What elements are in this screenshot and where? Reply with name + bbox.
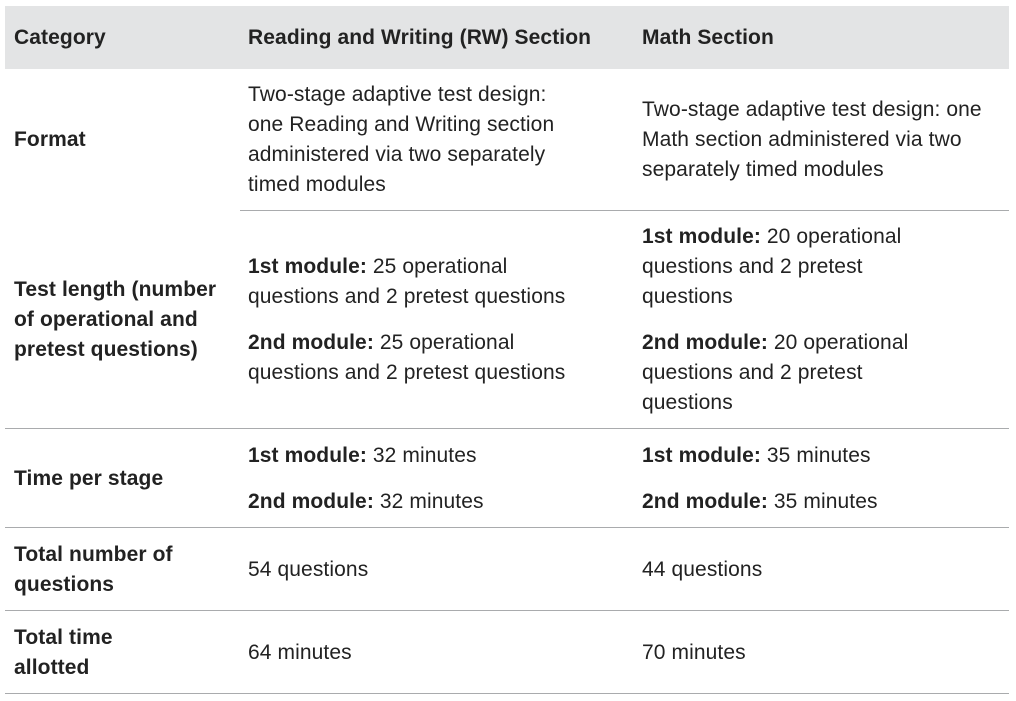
table-row-test-length (5, 211, 1009, 429)
module-entry (248, 487, 618, 517)
math-cell (642, 429, 1002, 528)
row-category: Format (14, 128, 86, 151)
module-value: 32 minutes (373, 489, 484, 513)
module-value: 35 minutes (767, 489, 878, 513)
module-label: 2nd module: (248, 331, 374, 354)
math-cell (642, 211, 932, 429)
module-entry (642, 487, 1002, 517)
module-label: 1st module: (248, 255, 367, 278)
table-row-time-per-stage (5, 429, 1009, 528)
table-row-total-questions (5, 528, 1009, 611)
module-value: 25 operational questions and 2 pretest questions (248, 331, 566, 384)
module-value: 20 operational questions and 2 pretest questions (642, 225, 902, 308)
module-label: 2nd module: (248, 489, 374, 513)
rw-cell: 54 questions (248, 557, 369, 581)
table-row-total-time (5, 611, 1009, 694)
module-value: 35 minutes (760, 443, 871, 467)
module-value: 25 operational questions and 2 pretest questions (248, 255, 566, 308)
table-row-format (5, 69, 1009, 211)
rw-cell: 64 minutes (248, 640, 352, 664)
row-category: Total number of questions (14, 542, 173, 596)
module-entry (248, 252, 603, 312)
module-entry (642, 328, 932, 418)
rw-cell (248, 211, 603, 429)
math-cell: 70 minutes (642, 640, 746, 664)
module-entry (642, 222, 932, 312)
module-label: 2nd module: (642, 489, 768, 513)
row-category: Test length (number of operational and pretest questions) (14, 278, 217, 361)
sat-structure-table (5, 6, 1009, 694)
math-cell: 44 questions (642, 557, 763, 581)
module-label: 1st module: (248, 443, 367, 467)
rw-cell (248, 429, 618, 528)
module-label: 2nd module: (642, 331, 768, 354)
header-category: Category (14, 25, 106, 49)
header-rw-section: Reading and Writing (RW) Section (248, 25, 592, 49)
row-category: Time per stage (14, 466, 164, 490)
rw-cell: Two-stage adaptive test design: one Reading and Writing section administered via two separately timed modules (248, 83, 555, 196)
row-divider (5, 693, 1009, 694)
module-value: 32 minutes (366, 443, 477, 467)
table-header-row (5, 6, 1009, 69)
header-math-section: Math Section (642, 25, 774, 49)
module-entry (248, 328, 603, 388)
module-entry (248, 441, 618, 471)
module-value: 20 operational questions and 2 pretest questions (642, 331, 909, 414)
math-cell: Two-stage adaptive test design: one Math section administered via two separately timed modules (642, 98, 982, 181)
module-entry (642, 441, 1002, 471)
row-category: Total time allotted (14, 625, 113, 679)
module-label: 1st module: (642, 225, 761, 248)
module-label: 1st module: (642, 443, 761, 467)
